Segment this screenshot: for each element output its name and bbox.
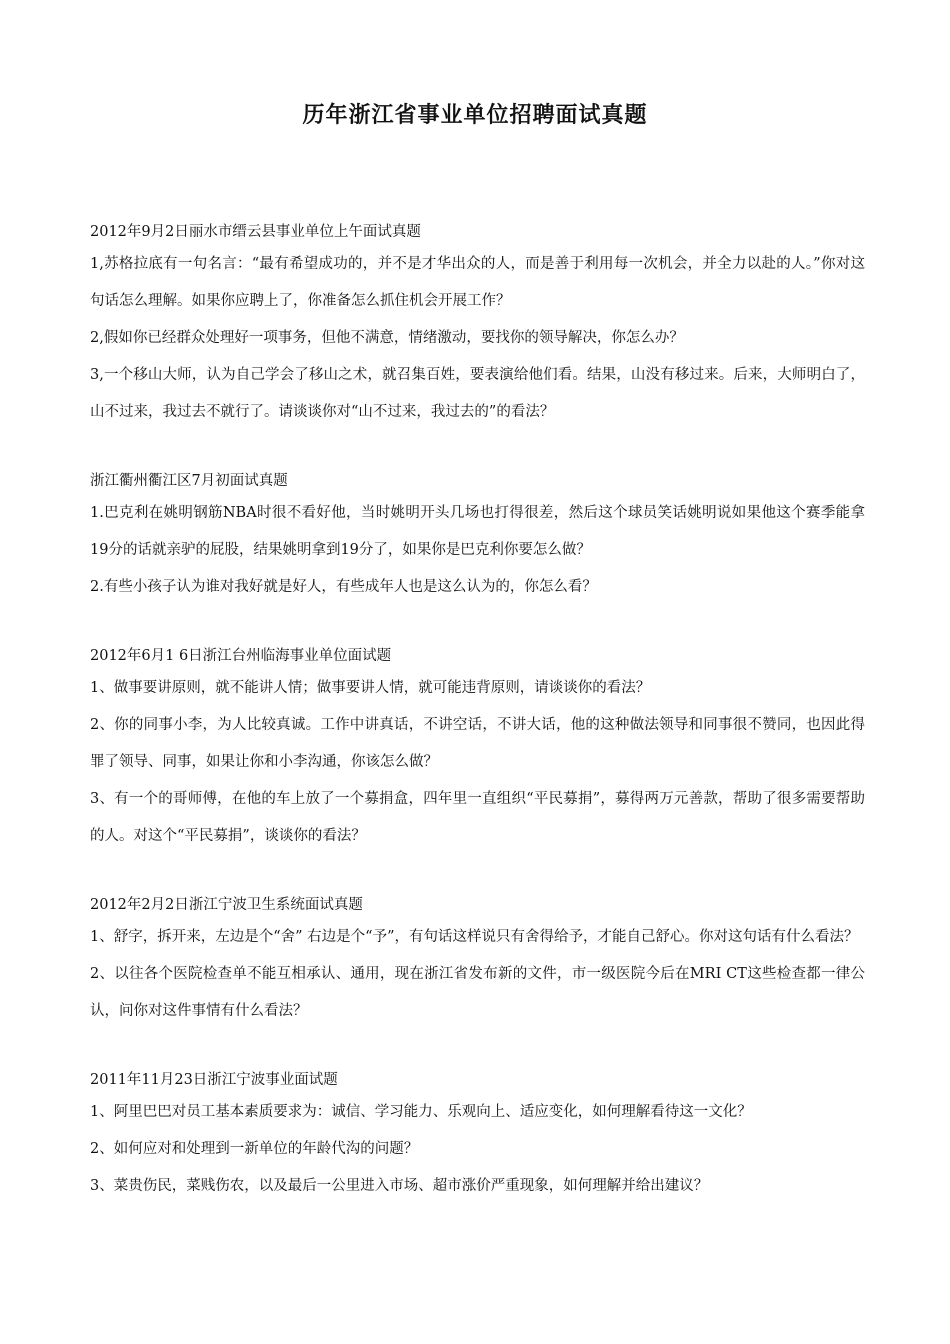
section-taizhou-linhai [90, 642, 865, 855]
question-item: 1、做事要讲原则，就不能讲人情；做事要讲人情，就可能违背原则，请谈谈你的看法？ [90, 680, 651, 696]
question-item: 1.巴克利在姚明钢筋NBA时很不看好他，当时姚明开头几场也打得很差，然后这个球员笑话姚明说如果他这个赛季能拿19分的话就亲驴的屁股，结果姚明拿到19分了，如果你是巴克利你要怎么做？ [90, 505, 865, 558]
question-item: 2.有些小孩子认为谁对我好就是好人，有些成年人也是这么认为的，你怎么看？ [90, 579, 597, 595]
section-quzhou-qujiang [90, 467, 865, 606]
section-heading: 2012年2月2日浙江宁波卫生系统面试真题 [90, 897, 363, 913]
section-ningbo-health [90, 891, 865, 1030]
question-item: 3、菜贵伤民，菜贱伤农，以及最后一公里进入市场、超市涨价严重现象，如何理解并给出建议？ [90, 1178, 709, 1194]
question-item: 1、舒字，拆开来，左边是个“舍” 右边是个“予”，有句话这样说只有舍得给予，才能自己舒心。你对这句话有什么看法？ [90, 929, 859, 945]
question-item: 1,苏格拉底有一句名言：“最有希望成功的，并不是才华出众的人，而是善于利用每一次机会，并全力以赴的人。”你对这句话怎么理解。如果你应聘上了，你准备怎么抓住机会开展工作？ [90, 256, 865, 309]
question-item: 3、有一个的哥师傅，在他的车上放了一个募捐盒，四年里一直组织“平民募捐”，募得两万元善款，帮助了很多需要帮助的人。对这个“平民募捐”，谈谈你的看法？ [90, 791, 865, 844]
question-item: 1、阿里巴巴对员工基本素质要求为：诚信、学习能力、乐观向上、适应变化，如何理解看待这一文化？ [90, 1104, 752, 1120]
section-heading: 浙江衢州衢江区7月初面试真题 [90, 473, 288, 489]
document-title: 历年浙江省事业单位招聘面试真题 [302, 103, 648, 128]
section-heading: 2012年6月1 6日浙江台州临海事业单位面试题 [90, 648, 392, 664]
question-item: 2、以往各个医院检查单不能互相承认、通用，现在浙江省发布新的文件，市一级医院今后在MRI CT这些检查都一律公认，问你对这件事情有什么看法？ [90, 966, 865, 1019]
section-heading: 2012年9月2日丽水市缙云县事业单位上午面试真题 [90, 224, 421, 240]
section-lishui-jinyun [90, 218, 865, 431]
question-item: 3,一个移山大师，认为自己学会了移山之术，就召集百姓，要表演给他们看。结果，山没有移过来。后来，大师明白了，山不过来，我过去不就行了。请谈谈你对“山不过来，我过去的”的看法？ [90, 367, 865, 420]
question-item: 2、你的同事小李，为人比较真诚。工作中讲真话，不讲空话，不讲大话，他的这种做法领导和同事很不赞同，也因此得罪了领导、同事，如果让你和小李沟通，你该怎么做？ [90, 717, 865, 770]
document-body [90, 218, 865, 1241]
question-item: 2、如何应对和处理到一新单位的年龄代沟的问题？ [90, 1141, 419, 1157]
section-ningbo-public-institution [90, 1066, 865, 1205]
question-item: 2,假如你已经群众处理好一项事务，但他不满意，情绪激动，要找你的领导解决，你怎么办？ [90, 330, 684, 346]
section-heading: 2011年11月23日浙江宁波事业面试题 [90, 1072, 338, 1088]
